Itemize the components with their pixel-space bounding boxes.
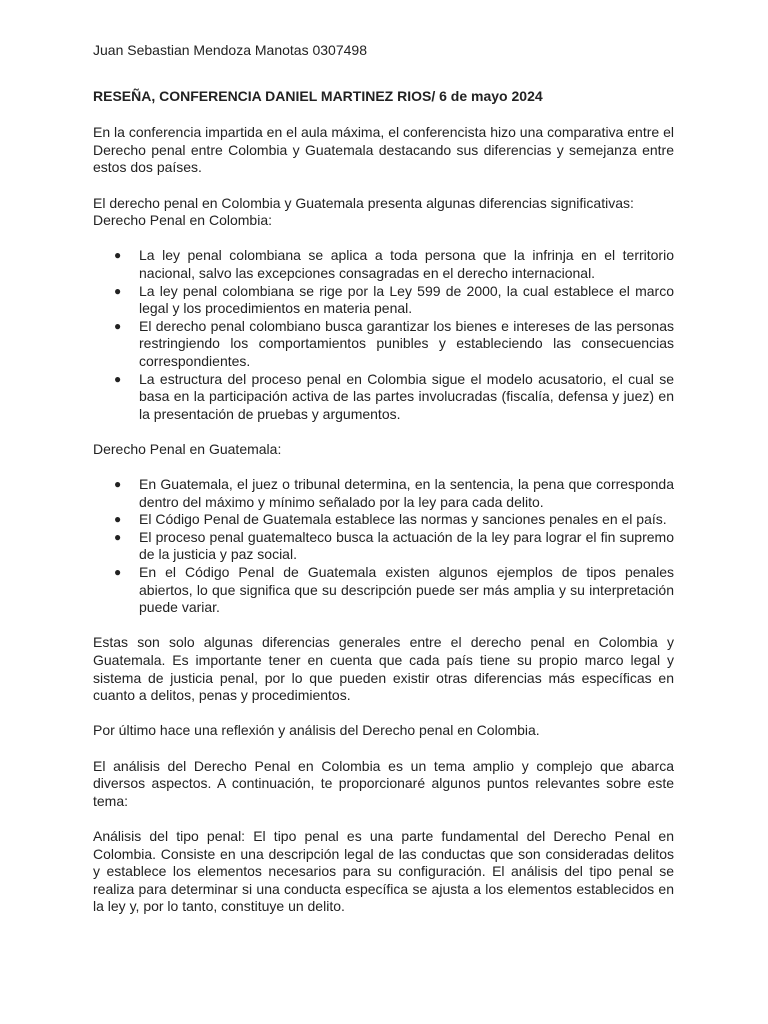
list-item-text: El derecho penal colombiano busca garantizar los bienes e intereses de las personas restringiendo los comportamientos punibles y estableciendo las consecuencias correspondientes. xyxy=(139,317,674,369)
tipo-penal-paragraph: Análisis del tipo penal: El tipo penal es una parte fundamental del Derecho Penal en Colombia. Consiste en una descripción legal de las conductas que son consideradas delitos y establece los elementos necesarios para su configuración. El análisis del tipo penal se realiza para determinar si una conducta específica se ajusta a los elementos establecidos en la ley y, por lo tanto, constituye un delito. xyxy=(93,827,674,915)
list-item xyxy=(93,529,674,564)
reflection-paragraph: Por último hace una reflexión y análisis del Derecho penal en Colombia. xyxy=(93,722,540,739)
bullet-icon: ● xyxy=(114,371,122,386)
list-item-text: En el Código Penal de Guatemala existen algunos ejemplos de tipos penales abiertos, lo que significa que su descripción puede ser más amplia y su interpretación puede variar. xyxy=(139,564,674,616)
bullet-icon: ● xyxy=(114,248,122,263)
bullet-icon: ● xyxy=(114,512,122,527)
analysis-paragraph: El análisis del Derecho Penal en Colombia es un tema amplio y complejo que abarca diversos aspectos. A continuación, te proporcionaré algunos puntos relevantes sobre este tema: xyxy=(93,757,674,809)
list-item xyxy=(93,371,674,424)
list-item xyxy=(93,247,674,282)
summary-paragraph: Estas son solo algunas diferencias generales entre el derecho penal en Colombia y Guatemala. Es importante tener en cuenta que cada país tiene su propio marco legal y sistema de justicia penal, por lo que pueden existir otras diferencias más específicas en cuanto a delitos, penas y procedimientos. xyxy=(93,634,674,704)
list-item xyxy=(93,564,674,617)
list-item-text: En Guatemala, el juez o tribunal determina, en la sentencia, la pena que corresponda dentro del máximo y mínimo señalado por la ley para cada delito. xyxy=(139,476,674,510)
bullet-icon: ● xyxy=(114,318,122,333)
colombia-list xyxy=(93,247,674,423)
bullet-icon: ● xyxy=(114,283,122,298)
list-item-text: El proceso penal guatemalteco busca la actuación de la ley para lograr el fin supremo de la justicia y paz social. xyxy=(139,528,674,563)
list-item-text: El Código Penal de Guatemala establece las normas y sanciones penales en el país. xyxy=(139,511,667,528)
document-title: RESEÑA, CONFERENCIA DANIEL MARTINEZ RIOS/ 6 de mayo 2024 xyxy=(93,87,543,104)
author-line: Juan Sebastian Mendoza Manotas 0307498 xyxy=(93,42,367,58)
list-item xyxy=(93,511,674,529)
list-item xyxy=(93,283,674,318)
bullet-icon: ● xyxy=(114,565,122,580)
list-item xyxy=(93,318,674,371)
list-item xyxy=(93,476,674,511)
bullet-icon: ● xyxy=(114,529,122,544)
document-page xyxy=(93,42,674,934)
differences-intro: El derecho penal en Colombia y Guatemala presenta algunas diferencias significativas: xyxy=(93,194,634,211)
list-item-text: La ley penal colombiana se rige por la Ley 599 de 2000, la cual establece el marco legal y los procedimientos en materia penal. xyxy=(139,282,674,317)
list-item-text: La estructura del proceso penal en Colombia sigue el modelo acusatorio, el cual se basa en la participación activa de las partes involucradas (fiscalía, defensa y juez) en la presentación de pruebas y argumentos. xyxy=(139,370,674,422)
bullet-icon: ● xyxy=(114,477,122,492)
intro-paragraph: En la conferencia impartida en el aula máxima, el conferencista hizo una comparativa entre el Derecho penal entre Colombia y Guatemala destacando sus diferencias y semejanza entre estos dos países. xyxy=(93,124,674,176)
guatemala-heading: Derecho Penal en Guatemala: xyxy=(93,440,282,457)
list-item-text: La ley penal colombiana se aplica a toda persona que la infrinja en el territorio nacional, salvo las excepciones consagradas en el derecho internacional. xyxy=(139,247,674,281)
colombia-heading: Derecho Penal en Colombia: xyxy=(93,212,272,229)
guatemala-list xyxy=(93,476,674,617)
